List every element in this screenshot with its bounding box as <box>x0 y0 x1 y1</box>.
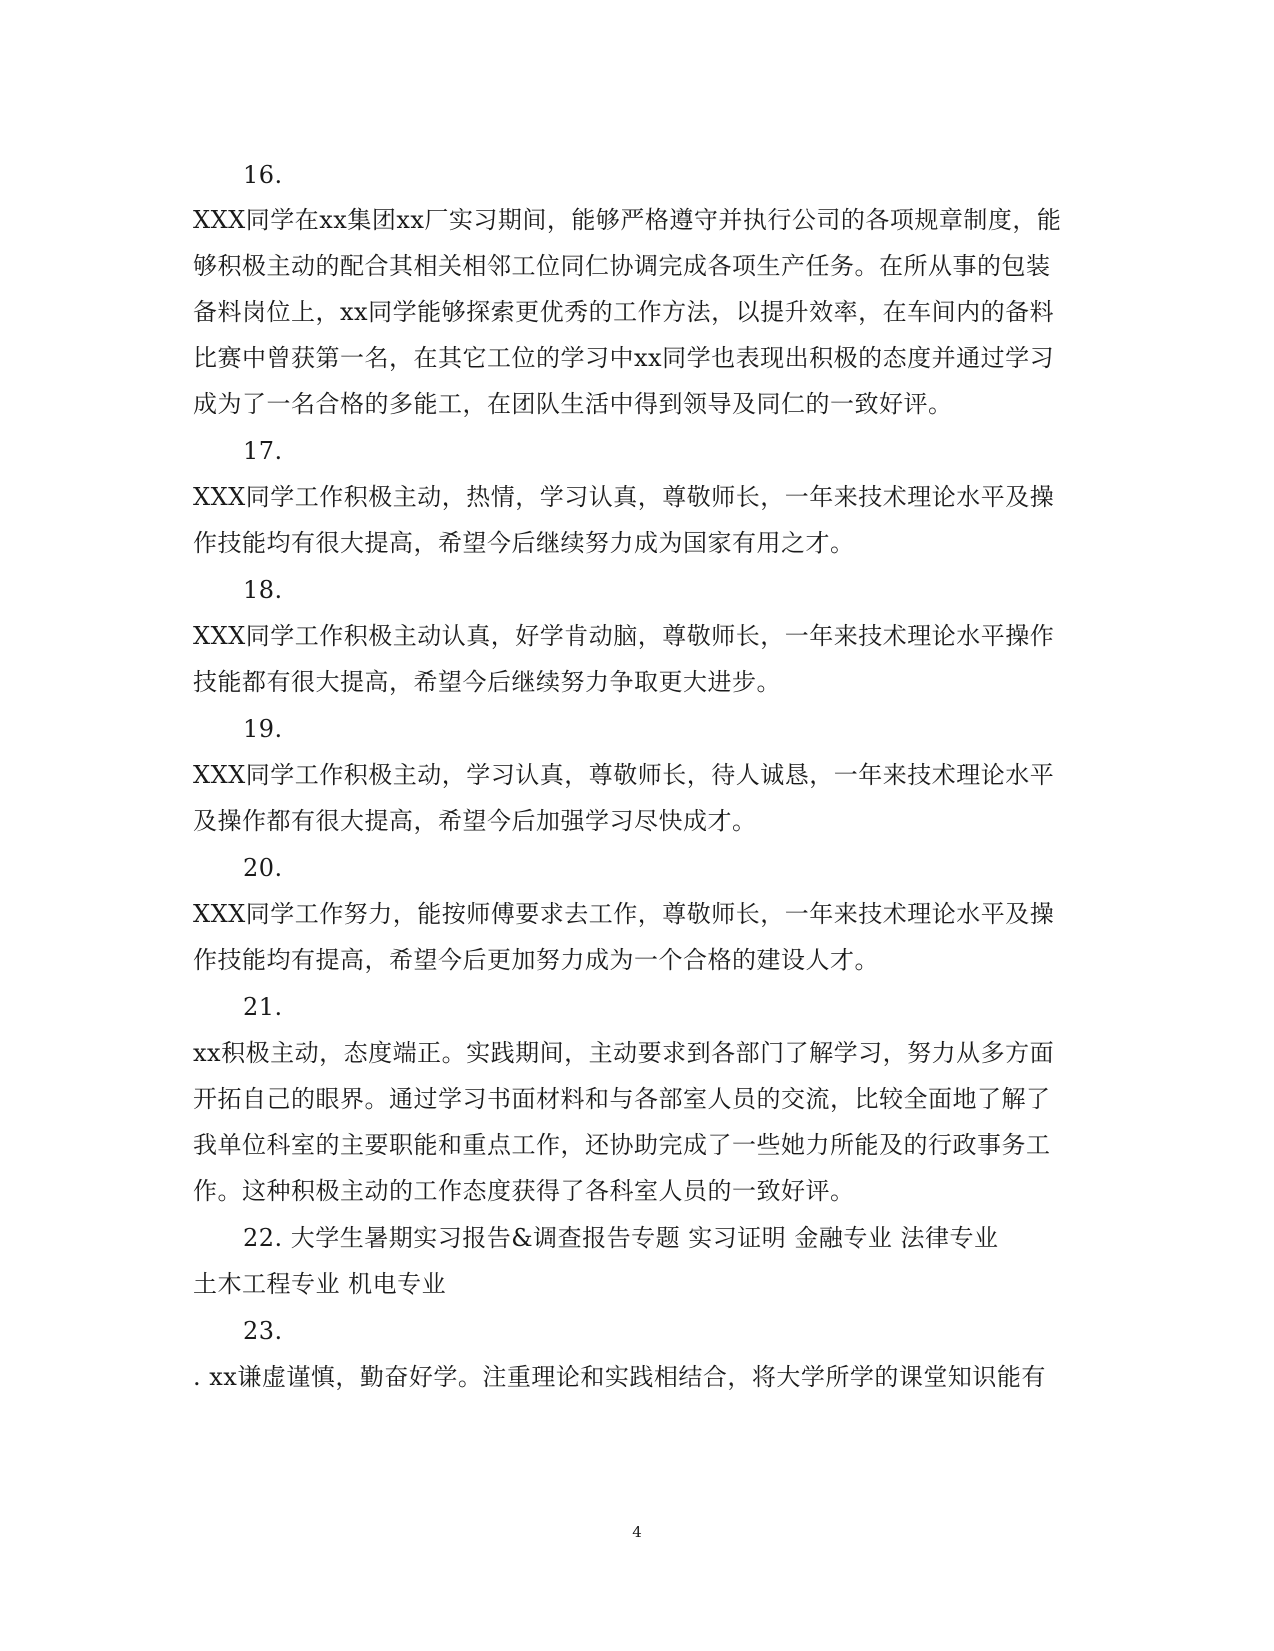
item-number-18: 18. <box>243 576 283 604</box>
item-number-16: 16. <box>243 161 283 189</box>
paragraph-line: XXX同学在xx集团xx厂实习期间，能够严格遵守并执行公司的各项规章制度，能 <box>193 206 1062 234</box>
paragraph-line: 备料岗位上，xx同学能够探索更优秀的工作方法，以提升效率，在车间内的备料 <box>193 298 1055 326</box>
paragraph-line: XXX同学工作努力，能按师傅要求去工作，尊敬师长，一年来技术理论水平及操 <box>193 900 1055 928</box>
paragraph-line: 够积极主动的配合其相关相邻工位同仁协调完成各项生产任务。在所从事的包装 <box>193 252 1051 280</box>
paragraph-line: 我单位科室的主要职能和重点工作，还协助完成了一些她力所能及的行政事务工 <box>193 1131 1051 1159</box>
paragraph-line: XXX同学工作积极主动认真，好学肯动脑，尊敬师长，一年来技术理论水平操作 <box>193 622 1055 650</box>
item-number-17: 17. <box>243 437 283 465</box>
paragraph-line: 作。这种积极主动的工作态度获得了各科室人员的一致好评。 <box>193 1177 855 1205</box>
paragraph-line: 作技能均有很大提高，希望今后继续努力成为国家有用之才。 <box>193 529 855 557</box>
paragraph-line: 开拓自己的眼界。通过学习书面材料和与各部室人员的交流，比较全面地了解了 <box>193 1085 1051 1113</box>
page-number: 4 <box>632 1523 642 1541</box>
paragraph-line: 土木工程专业 机电专业 <box>193 1270 447 1298</box>
item-number-21: 21. <box>243 993 283 1021</box>
paragraph-line: 比赛中曾获第一名，在其它工位的学习中xx同学也表现出积极的态度并通过学习 <box>193 344 1055 372</box>
paragraph-line: XXX同学工作积极主动，热情，学习认真，尊敬师长，一年来技术理论水平及操 <box>193 483 1055 511</box>
paragraph-line: 及操作都有很大提高，希望今后加强学习尽快成才。 <box>193 807 757 835</box>
paragraph-line: XXX同学工作积极主动，学习认真，尊敬师长，待人诚恳，一年来技术理论水平 <box>193 761 1055 789</box>
item-number-23: 23. <box>243 1317 283 1345</box>
item-number-20: 20. <box>243 854 283 882</box>
paragraph-line: . xx谦虚谨慎，勤奋好学。注重理论和实践相结合，将大学所学的课堂知识能有 <box>193 1363 1046 1391</box>
paragraph-line: 成为了一名合格的多能工，在团队生活中得到领导及同仁的一致好评。 <box>193 390 953 418</box>
item-number-19: 19. <box>243 715 283 743</box>
item-number-22: 22. 大学生暑期实习报告&调查报告专题 实习证明 金融专业 法律专业 <box>243 1224 999 1252</box>
paragraph-line: xx积极主动，态度端正。实践期间，主动要求到各部门了解学习，努力从多方面 <box>193 1039 1055 1067</box>
paragraph-line: 作技能均有提高，希望今后更加努力成为一个合格的建设人才。 <box>193 946 879 974</box>
paragraph-line: 技能都有很大提高，希望今后继续努力争取更大进步。 <box>193 668 781 696</box>
